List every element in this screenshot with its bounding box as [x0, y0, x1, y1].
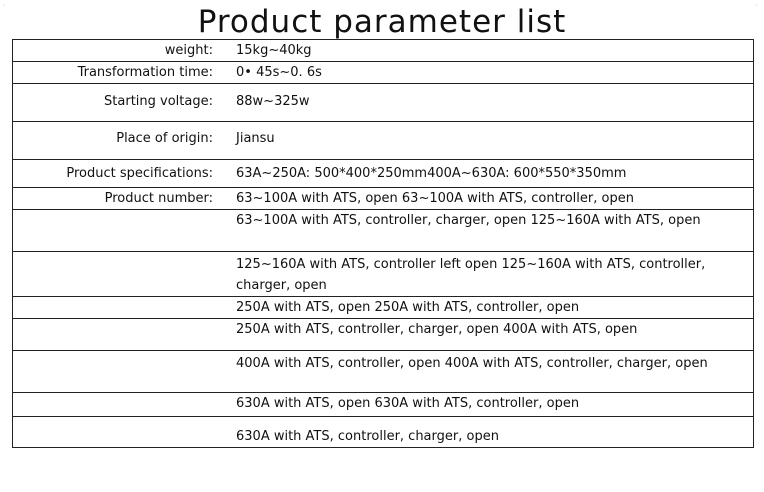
row-label: weight:	[13, 40, 237, 62]
row-value: 15kg~40kg	[236, 40, 754, 62]
table-row-transformation-time	[13, 62, 754, 84]
row-value: 125~160A with ATS, controller left open 125~160A with ATS, controller, charger, open	[236, 252, 754, 297]
crop-mark-left: ·	[3, 1, 6, 10]
row-label	[13, 417, 237, 448]
row-value: 63~100A with ATS, open 63~100A with ATS, controller, open	[236, 188, 754, 210]
row-value: 400A with ATS, controller, open 400A with ATS, controller, charger, open	[236, 351, 754, 393]
row-label	[13, 252, 237, 297]
table-row-product-number-2	[13, 210, 754, 252]
table-row-product-number-8	[13, 417, 754, 448]
row-value: 88w~325w	[236, 84, 754, 122]
table-row-product-number-4	[13, 297, 754, 319]
row-label	[13, 351, 237, 393]
table-row-starting-voltage	[13, 84, 754, 122]
parameter-table	[12, 39, 754, 448]
row-label: Transformation time:	[13, 62, 237, 84]
table-row-weight	[13, 40, 754, 62]
row-value: 630A with ATS, open 630A with ATS, controller, open	[236, 393, 754, 417]
crop-mark-right: ·	[755, 1, 758, 10]
row-value: 250A with ATS, open 250A with ATS, controller, open	[236, 297, 754, 319]
table-row-product-specifications	[13, 160, 754, 188]
row-value: Jiansu	[236, 122, 754, 160]
row-value: 630A with ATS, controller, charger, open	[236, 417, 754, 448]
row-label: Product number:	[13, 188, 237, 210]
row-label	[13, 319, 237, 351]
table-row-product-number-6	[13, 351, 754, 393]
row-label: Product specifications:	[13, 160, 237, 188]
table-row-product-number-7	[13, 393, 754, 417]
table-row-product-number	[13, 188, 754, 210]
row-label	[13, 210, 237, 252]
page-title: Product parameter list	[197, 4, 567, 40]
row-label	[13, 297, 237, 319]
row-value: 0• 45s~0. 6s	[236, 62, 754, 84]
row-value: 63~100A with ATS, controller, charger, open 125~160A with ATS, open	[236, 210, 754, 252]
row-label: Starting voltage:	[13, 84, 237, 122]
row-label: Place of origin:	[13, 122, 237, 160]
table-row-product-number-5	[13, 319, 754, 351]
table-row-place-of-origin	[13, 122, 754, 160]
row-value: 63A~250A: 500*400*250mm400A~630A: 600*550*350mm	[236, 160, 754, 188]
row-value: 250A with ATS, controller, charger, open 400A with ATS, open	[236, 319, 754, 351]
table-row-product-number-3	[13, 252, 754, 297]
row-label	[13, 393, 237, 417]
